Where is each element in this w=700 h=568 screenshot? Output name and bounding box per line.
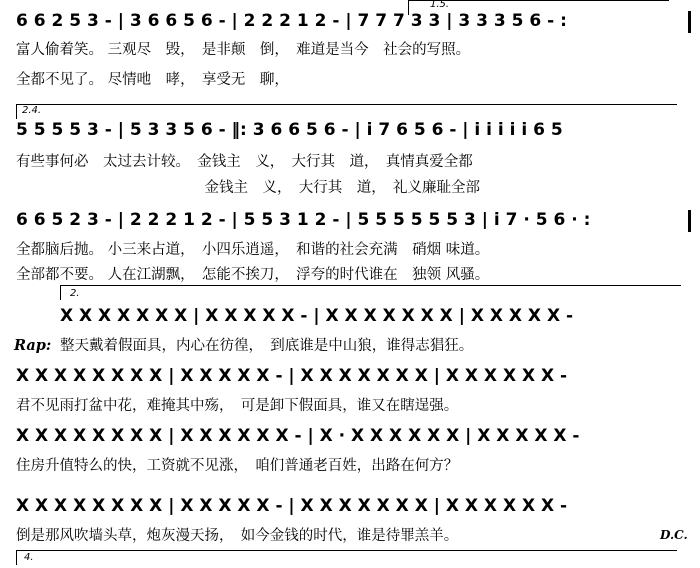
- lyric-verse-2: 全都不见了。 尽情吔 哮， 享受无 聊，: [16, 72, 289, 88]
- rap-lyric: 整天戴着假面具，内心在彷徨， 到底谁是中山狼，谁得志猖狂。: [60, 338, 474, 354]
- end-repeat-bar: [688, 210, 691, 232]
- rap-lyric: 君不见雨打盆中花，难掩其中殇， 可是卸下假面具，谁又在瞎逞强。: [16, 398, 459, 414]
- volta-1-5: 1.5.: [430, 0, 450, 10]
- lyric-verse-1: 富人偷着笑。 三观尽 毁， 是非颠 倒， 难道是当今 社会的写照。: [16, 42, 471, 58]
- rhythm-line: X X X X X X X X | X X X X X - | X X X X X X X | X X X X X X -: [16, 496, 568, 516]
- volta-2: 2.: [70, 288, 80, 299]
- notation-line: 6 6 2 5 3 - | 3 6 6 5 6 - | 2 2 2 1 2 - | 7 7 7 3 3 | 3 3 3 5 6 - :: [16, 11, 567, 31]
- rhythm-line: X X X X X X X | X X X X X - | X X X X X X X | X X X X X -: [60, 306, 574, 326]
- notation-line: 6 6 5 2 3 - | 2 2 2 1 2 - | 5 5 3 1 2 - | 5 5 5 5 5 5 3 | i 7 · 5 6 · :: [16, 210, 591, 230]
- end-repeat-bar: [688, 11, 691, 33]
- volta-2-4: 2.4.: [22, 105, 42, 116]
- rap-lyric: 倒是那风吹墙头草，炮灰漫天扬， 如今金钱的时代，谁是待罪羔羊。: [16, 528, 459, 544]
- volta-4: 4.: [24, 552, 34, 563]
- volta-bracket: [16, 550, 677, 565]
- volta-bracket: [16, 104, 677, 119]
- notation-line: 5 5 5 5 3 - | 5 3 3 5 6 - ‖: 3 6 6 5 6 - | i 7 6 5 6 - | i i i i i 6 5: [16, 120, 563, 140]
- volta-bracket: [60, 285, 681, 300]
- lyric-verse-2: 金钱主 义， 大行其 道， 礼义廉耻全部: [16, 180, 480, 196]
- lyric-verse-2: 全部都不要。 人在江湖飘， 怎能不挨刀， 浮夸的时代谁在 独领 风骚。: [16, 267, 490, 283]
- dc-marking: D.C.: [660, 528, 688, 542]
- lyric-verse-1: 全都脑后抛。 小三来占道， 小四乐逍遥， 和谐的社会充满 硝烟 味道。: [16, 242, 490, 258]
- rhythm-line: X X X X X X X X | X X X X X - | X X X X X X X | X X X X X X -: [16, 366, 568, 386]
- rhythm-line: X X X X X X X X | X X X X X X - | X · X X X X X X | X X X X X -: [16, 426, 580, 446]
- lyric-verse-1: 有些事何必 太过去计较。 金钱主 义， 大行其 道， 真情真爱全都: [16, 154, 473, 170]
- rap-label: Rap:: [14, 337, 52, 354]
- rap-lyric: 住房升值特么的快，工资就不见涨， 咱们普通老百姓，出路在何方？: [16, 458, 459, 474]
